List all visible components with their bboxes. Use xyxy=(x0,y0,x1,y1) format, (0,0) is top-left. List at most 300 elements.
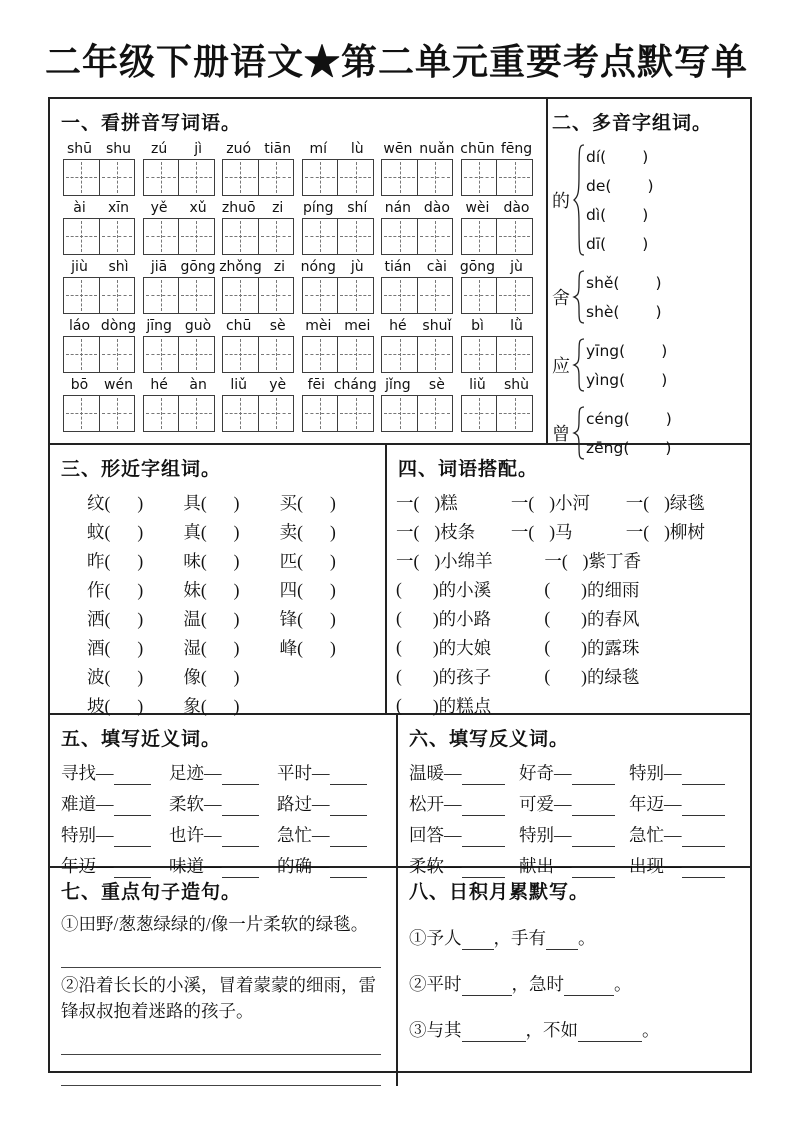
pinyin-syllable: jiā xyxy=(150,259,168,275)
antonym-word: 温暖— xyxy=(409,763,462,783)
writing-cell[interactable] xyxy=(223,219,258,254)
writing-cell[interactable] xyxy=(178,337,214,372)
answer-gap[interactable] xyxy=(303,608,330,626)
writing-cell[interactable] xyxy=(99,278,135,313)
fill-in-text: ) xyxy=(655,273,662,292)
answer-blank[interactable] xyxy=(682,798,725,816)
brace-icon xyxy=(573,270,585,324)
answer-gap[interactable] xyxy=(207,695,234,713)
writing-cell[interactable] xyxy=(496,337,532,372)
writing-grid[interactable] xyxy=(222,159,294,196)
answer-gap[interactable] xyxy=(207,579,234,597)
writing-grid[interactable] xyxy=(461,218,533,255)
writing-cell[interactable] xyxy=(462,396,497,431)
answer-blank[interactable] xyxy=(572,798,615,816)
xingjin-item-slot xyxy=(87,606,183,631)
pinyin-syllable: píng xyxy=(303,200,334,216)
answer-gap[interactable] xyxy=(207,666,234,684)
writing-cell[interactable] xyxy=(64,396,99,431)
writing-grid[interactable] xyxy=(302,159,374,196)
writing-cell[interactable] xyxy=(417,219,453,254)
answer-gap[interactable] xyxy=(110,637,137,655)
writing-grid[interactable] xyxy=(222,336,294,373)
answer-blank[interactable] xyxy=(546,932,578,950)
xingjin-item-slot xyxy=(280,490,376,515)
xingjin-row xyxy=(59,517,376,546)
writing-cell[interactable] xyxy=(64,278,99,313)
answer-blank[interactable] xyxy=(222,829,259,847)
answer-blank[interactable] xyxy=(114,829,151,847)
answer-blank[interactable] xyxy=(330,798,367,816)
writing-cell[interactable] xyxy=(178,219,214,254)
writing-cell[interactable] xyxy=(99,160,135,195)
xingjin-item-slot xyxy=(183,606,279,631)
writing-cell[interactable] xyxy=(99,396,135,431)
answer-blank[interactable] xyxy=(578,1024,642,1042)
answer-gap[interactable] xyxy=(303,521,330,539)
writing-grid[interactable] xyxy=(302,277,374,314)
fill-in-text: 一( xyxy=(396,522,420,542)
fill-in-text: ) xyxy=(233,696,240,716)
fill-in-text: )的小路 xyxy=(432,609,492,629)
answer-gap[interactable] xyxy=(606,149,642,165)
writing-grid[interactable] xyxy=(302,218,374,255)
answer-gap[interactable] xyxy=(419,523,434,541)
writing-cell[interactable] xyxy=(337,160,373,195)
antonym-item xyxy=(519,822,629,847)
fill-in-item xyxy=(87,635,143,660)
answer-gap[interactable] xyxy=(625,372,661,388)
writing-grid[interactable] xyxy=(63,218,135,255)
writing-cell[interactable] xyxy=(462,160,497,195)
fill-in-text: 波( xyxy=(87,667,111,687)
writing-cell[interactable] xyxy=(303,337,338,372)
answer-blank[interactable] xyxy=(114,767,151,785)
fill-in-text: shě( xyxy=(586,273,620,292)
writing-cell[interactable] xyxy=(417,396,453,431)
pinyin-syllable: hé xyxy=(150,377,168,393)
pinyin-word-group xyxy=(61,378,137,432)
writing-cell[interactable] xyxy=(144,219,179,254)
writing-cell[interactable] xyxy=(258,396,294,431)
pinyin-word-group xyxy=(459,142,535,196)
answer-blank[interactable] xyxy=(222,798,259,816)
writing-cell[interactable] xyxy=(462,219,497,254)
writing-cell[interactable] xyxy=(64,160,99,195)
pinyin-label xyxy=(458,201,536,216)
synonym-word: 平时— xyxy=(277,763,330,783)
writing-cell[interactable] xyxy=(337,219,373,254)
duoyin-character: 应 xyxy=(552,356,570,376)
pinyin-word-group xyxy=(141,142,217,196)
writing-cell[interactable] xyxy=(178,160,214,195)
answer-gap[interactable] xyxy=(402,668,433,686)
duoyin-list xyxy=(550,142,741,462)
writing-cell[interactable] xyxy=(144,278,179,313)
answer-gap[interactable] xyxy=(568,552,583,570)
answer-gap[interactable] xyxy=(419,494,434,512)
writing-grid[interactable] xyxy=(63,395,135,432)
fill-in-text: dì( xyxy=(586,205,607,224)
answer-gap[interactable] xyxy=(207,637,234,655)
answer-gap[interactable] xyxy=(303,550,330,568)
section-dapei-title: 四、词语搭配。 xyxy=(398,459,539,480)
answer-blank[interactable] xyxy=(462,978,512,996)
writing-grid[interactable] xyxy=(381,395,453,432)
pinyin-label xyxy=(458,260,536,275)
writing-grid[interactable] xyxy=(143,336,215,373)
synonym-item xyxy=(169,822,277,847)
synonym-word: 年迈— xyxy=(61,856,114,876)
fill-in-item xyxy=(183,519,239,544)
fill-in-text: ) xyxy=(661,370,668,389)
fill-in-text: ( xyxy=(396,637,402,657)
pinyin-syllable: láo xyxy=(68,318,91,334)
pinyin-word-group xyxy=(141,260,217,314)
answer-gap[interactable] xyxy=(110,492,137,510)
pinyin-syllable: shù xyxy=(503,377,529,393)
writing-cell[interactable] xyxy=(337,337,373,372)
answer-gap[interactable] xyxy=(606,207,642,223)
pinyin-word-group xyxy=(61,260,137,314)
writing-cell[interactable] xyxy=(303,219,338,254)
fill-in-text: ) xyxy=(233,667,240,687)
answer-gap[interactable] xyxy=(630,411,666,427)
antonym-item xyxy=(519,791,629,816)
synonym-item xyxy=(169,791,277,816)
duoyin-reading-line xyxy=(586,297,662,326)
pinyin-syllable: àn xyxy=(189,377,207,393)
answer-gap[interactable] xyxy=(207,608,234,626)
answer-gap[interactable] xyxy=(606,236,642,252)
writing-cell[interactable] xyxy=(223,160,258,195)
writing-grid[interactable] xyxy=(143,218,215,255)
writing-cell[interactable] xyxy=(144,337,179,372)
moxie-text: 。 xyxy=(578,928,596,948)
pinyin-syllable: shū xyxy=(66,141,93,157)
answer-gap[interactable] xyxy=(625,343,661,359)
writing-cell[interactable] xyxy=(496,160,532,195)
answer-gap[interactable] xyxy=(110,666,137,684)
fill-in-item xyxy=(280,606,336,631)
xingjin-item-slot xyxy=(183,664,279,689)
writing-cell[interactable] xyxy=(382,219,417,254)
answer-gap[interactable] xyxy=(110,608,137,626)
fill-in-text: shè( xyxy=(586,302,620,321)
pinyin-label xyxy=(299,319,377,334)
writing-line[interactable] xyxy=(61,937,381,968)
brace-icon xyxy=(573,338,585,392)
writing-cell[interactable] xyxy=(417,337,453,372)
xingjin-row xyxy=(59,662,376,691)
answer-gap[interactable] xyxy=(649,494,664,512)
synonym-word: 柔软— xyxy=(169,794,222,814)
writing-grid[interactable] xyxy=(63,336,135,373)
writing-grid[interactable] xyxy=(302,395,374,432)
fill-in-text: ) xyxy=(137,638,144,658)
duoyin-reading-line xyxy=(586,336,667,365)
xingjin-item-slot xyxy=(280,519,376,544)
synonym-item xyxy=(61,791,169,816)
writing-cell[interactable] xyxy=(223,278,258,313)
writing-cell[interactable] xyxy=(258,337,294,372)
writing-cell[interactable] xyxy=(462,278,497,313)
fill-in-text: 蚊( xyxy=(87,522,111,542)
antonym-word: 特别— xyxy=(519,825,572,845)
moxie-text: ，手有 xyxy=(493,928,546,948)
fanyi-list xyxy=(407,758,741,882)
answer-gap[interactable] xyxy=(110,695,137,713)
fill-in-text: yìng( xyxy=(586,370,626,389)
answer-gap[interactable] xyxy=(402,581,433,599)
writing-grid[interactable] xyxy=(222,395,294,432)
writing-cell[interactable] xyxy=(303,160,338,195)
moxie-text: ①予人 xyxy=(409,928,462,948)
answer-gap[interactable] xyxy=(550,668,581,686)
writing-cell[interactable] xyxy=(178,396,214,431)
answer-gap[interactable] xyxy=(402,639,433,657)
fill-in-item xyxy=(396,519,511,544)
sentences-list xyxy=(59,911,387,1086)
answer-gap[interactable] xyxy=(619,275,655,291)
answer-gap[interactable] xyxy=(303,492,330,510)
fill-in-text: )的糕点 xyxy=(432,696,492,716)
fill-in-text: 酒( xyxy=(87,638,111,658)
duoyin-reading-line xyxy=(586,142,654,171)
writing-cell[interactable] xyxy=(258,160,294,195)
writing-grid[interactable] xyxy=(63,277,135,314)
writing-grid[interactable] xyxy=(63,159,135,196)
writing-cell[interactable] xyxy=(303,278,338,313)
writing-cell[interactable] xyxy=(462,337,497,372)
writing-cell[interactable] xyxy=(64,219,99,254)
synonym-word: 味道— xyxy=(169,856,222,876)
pinyin-syllable: jù xyxy=(510,259,523,275)
synonym-row xyxy=(59,789,387,820)
fill-in-text: 一( xyxy=(510,493,535,513)
answer-gap[interactable] xyxy=(419,552,434,570)
writing-line[interactable] xyxy=(61,1024,381,1055)
fill-in-item xyxy=(183,606,239,631)
writing-cell[interactable] xyxy=(64,337,99,372)
row-jinyi-fanyi xyxy=(50,715,750,876)
fill-in-text: 象( xyxy=(183,696,207,716)
writing-cell[interactable] xyxy=(382,337,417,372)
pinyin-syllable: yè xyxy=(269,377,287,393)
answer-gap[interactable] xyxy=(207,550,234,568)
writing-line[interactable] xyxy=(61,1055,381,1086)
answer-blank[interactable] xyxy=(564,978,614,996)
writing-grid[interactable] xyxy=(461,277,533,314)
writing-grid[interactable] xyxy=(143,159,215,196)
answer-gap[interactable] xyxy=(207,521,234,539)
pinyin-word-group xyxy=(459,260,535,314)
fill-in-text: ) xyxy=(647,176,654,195)
antonym-word: 回答— xyxy=(409,825,462,845)
pinyin-syllable: zuó xyxy=(226,141,252,157)
fill-in-item xyxy=(87,664,143,689)
answer-gap[interactable] xyxy=(611,178,647,194)
answer-gap[interactable] xyxy=(110,579,137,597)
answer-gap[interactable] xyxy=(550,581,581,599)
duoyin-entry xyxy=(550,142,741,258)
dapei-list xyxy=(396,488,741,720)
answer-gap[interactable] xyxy=(534,494,549,512)
pinyin-label xyxy=(60,142,138,157)
fill-in-item xyxy=(280,490,336,515)
fill-in-item xyxy=(511,519,626,544)
moxie-line xyxy=(409,925,741,950)
pinyin-word-group xyxy=(459,319,535,373)
fill-in-text: ) xyxy=(137,493,144,513)
pinyin-word-group xyxy=(61,201,137,255)
writing-cell[interactable] xyxy=(99,219,135,254)
answer-blank[interactable] xyxy=(462,932,494,950)
answer-blank[interactable] xyxy=(572,829,615,847)
writing-cell[interactable] xyxy=(178,278,214,313)
sentence-text: ①田野/葱葱绿绿的/像一片柔软的绿毯。 xyxy=(61,914,369,934)
writing-cell[interactable] xyxy=(496,396,532,431)
writing-grid[interactable] xyxy=(381,159,453,196)
answer-blank[interactable] xyxy=(682,767,725,785)
fill-in-text: dī( xyxy=(586,234,607,253)
pinyin-syllable: cài xyxy=(426,259,447,275)
fill-in-text: )小绵羊 xyxy=(434,551,493,571)
answer-blank[interactable] xyxy=(462,829,505,847)
writing-grid[interactable] xyxy=(222,277,294,314)
writing-grid[interactable] xyxy=(302,336,374,373)
pinyin-label xyxy=(140,201,218,216)
writing-grid[interactable] xyxy=(222,218,294,255)
writing-grid[interactable] xyxy=(143,395,215,432)
answer-gap[interactable] xyxy=(303,637,330,655)
answer-blank[interactable] xyxy=(114,798,151,816)
answer-blank[interactable] xyxy=(222,767,259,785)
answer-blank[interactable] xyxy=(462,798,505,816)
fill-in-text: 作( xyxy=(87,580,111,600)
writing-grid[interactable] xyxy=(143,277,215,314)
writing-cell[interactable] xyxy=(382,278,417,313)
pinyin-syllable: chūn xyxy=(460,141,495,157)
pinyin-syllable: tián xyxy=(384,259,412,275)
section-jinyici xyxy=(50,715,396,876)
synonym-item xyxy=(61,760,169,785)
answer-gap[interactable] xyxy=(402,610,433,628)
writing-cell[interactable] xyxy=(382,396,417,431)
pinyin-syllable: gōng xyxy=(459,259,496,275)
dapei-row xyxy=(396,604,741,633)
xingjin-item-slot xyxy=(183,548,279,573)
duoyin-reading-line xyxy=(586,268,662,297)
writing-cell[interactable] xyxy=(417,278,453,313)
writing-grid[interactable] xyxy=(381,218,453,255)
duoyin-reading-line xyxy=(586,171,654,200)
antonym-item xyxy=(409,822,519,847)
writing-cell[interactable] xyxy=(99,337,135,372)
fill-in-text: ) xyxy=(655,302,662,321)
pinyin-syllable: jù xyxy=(350,259,364,275)
fill-in-item xyxy=(183,548,239,573)
section-fanyici xyxy=(396,715,750,876)
section-moxie xyxy=(396,868,750,1086)
pinyin-syllable: cháng xyxy=(333,377,377,393)
writing-cell[interactable] xyxy=(258,219,294,254)
fill-in-text: ) xyxy=(137,580,144,600)
writing-cell[interactable] xyxy=(337,396,373,431)
writing-cell[interactable] xyxy=(382,160,417,195)
pinyin-syllable: fēi xyxy=(307,377,326,393)
writing-cell[interactable] xyxy=(337,278,373,313)
xingjin-row xyxy=(59,546,376,575)
writing-grid[interactable] xyxy=(461,395,533,432)
section-moxie-title: 八、日积月累默写。 xyxy=(409,882,590,903)
answer-blank[interactable] xyxy=(682,829,725,847)
answer-gap[interactable] xyxy=(303,579,330,597)
pinyin-label xyxy=(458,319,536,334)
writing-grid[interactable] xyxy=(381,277,453,314)
writing-cell[interactable] xyxy=(144,396,179,431)
answer-gap[interactable] xyxy=(534,523,549,541)
fill-in-text: 一( xyxy=(510,522,535,542)
answer-gap[interactable] xyxy=(550,610,581,628)
answer-blank[interactable] xyxy=(330,829,367,847)
answer-blank[interactable] xyxy=(572,767,615,785)
fill-in-text: ) xyxy=(233,493,240,513)
fill-in-text: ) xyxy=(233,522,240,542)
pinyin-syllable: dào xyxy=(423,200,450,216)
writing-cell[interactable] xyxy=(223,337,258,372)
answer-gap[interactable] xyxy=(649,523,664,541)
pinyin-syllable: xīn xyxy=(107,200,130,216)
duoyin-readings xyxy=(586,268,662,326)
answer-gap[interactable] xyxy=(619,304,655,320)
duoyin-reading-line xyxy=(586,404,672,433)
fill-in-text: yīng( xyxy=(586,341,626,360)
writing-cell[interactable] xyxy=(144,160,179,195)
fill-in-item xyxy=(626,490,741,515)
fill-in-text: ) xyxy=(642,147,649,166)
pinyin-syllable: shì xyxy=(108,259,129,275)
fill-in-text: 味( xyxy=(183,551,207,571)
answer-blank[interactable] xyxy=(462,1024,526,1042)
writing-grid[interactable] xyxy=(381,336,453,373)
synonym-item xyxy=(61,822,169,847)
writing-cell[interactable] xyxy=(303,396,338,431)
answer-gap[interactable] xyxy=(402,697,433,715)
fill-in-item xyxy=(544,664,741,689)
fill-in-text: 洒( xyxy=(87,609,111,629)
answer-blank[interactable] xyxy=(462,767,505,785)
answer-blank[interactable] xyxy=(330,767,367,785)
fill-in-item xyxy=(544,577,741,602)
writing-cell[interactable] xyxy=(496,219,532,254)
answer-gap[interactable] xyxy=(110,550,137,568)
answer-gap[interactable] xyxy=(110,521,137,539)
answer-gap[interactable] xyxy=(550,639,581,657)
pinyin-word-group xyxy=(300,260,376,314)
writing-grid[interactable] xyxy=(461,336,533,373)
answer-gap[interactable] xyxy=(207,492,234,510)
writing-cell[interactable] xyxy=(258,278,294,313)
duoyin-character: 的 xyxy=(552,191,570,211)
writing-cell[interactable] xyxy=(496,278,532,313)
synonym-word: 特别— xyxy=(61,825,114,845)
duoyin-readings xyxy=(586,142,654,258)
moxie-line xyxy=(409,971,741,996)
writing-grid[interactable] xyxy=(461,159,533,196)
writing-cell[interactable] xyxy=(223,396,258,431)
writing-cell[interactable] xyxy=(417,160,453,195)
